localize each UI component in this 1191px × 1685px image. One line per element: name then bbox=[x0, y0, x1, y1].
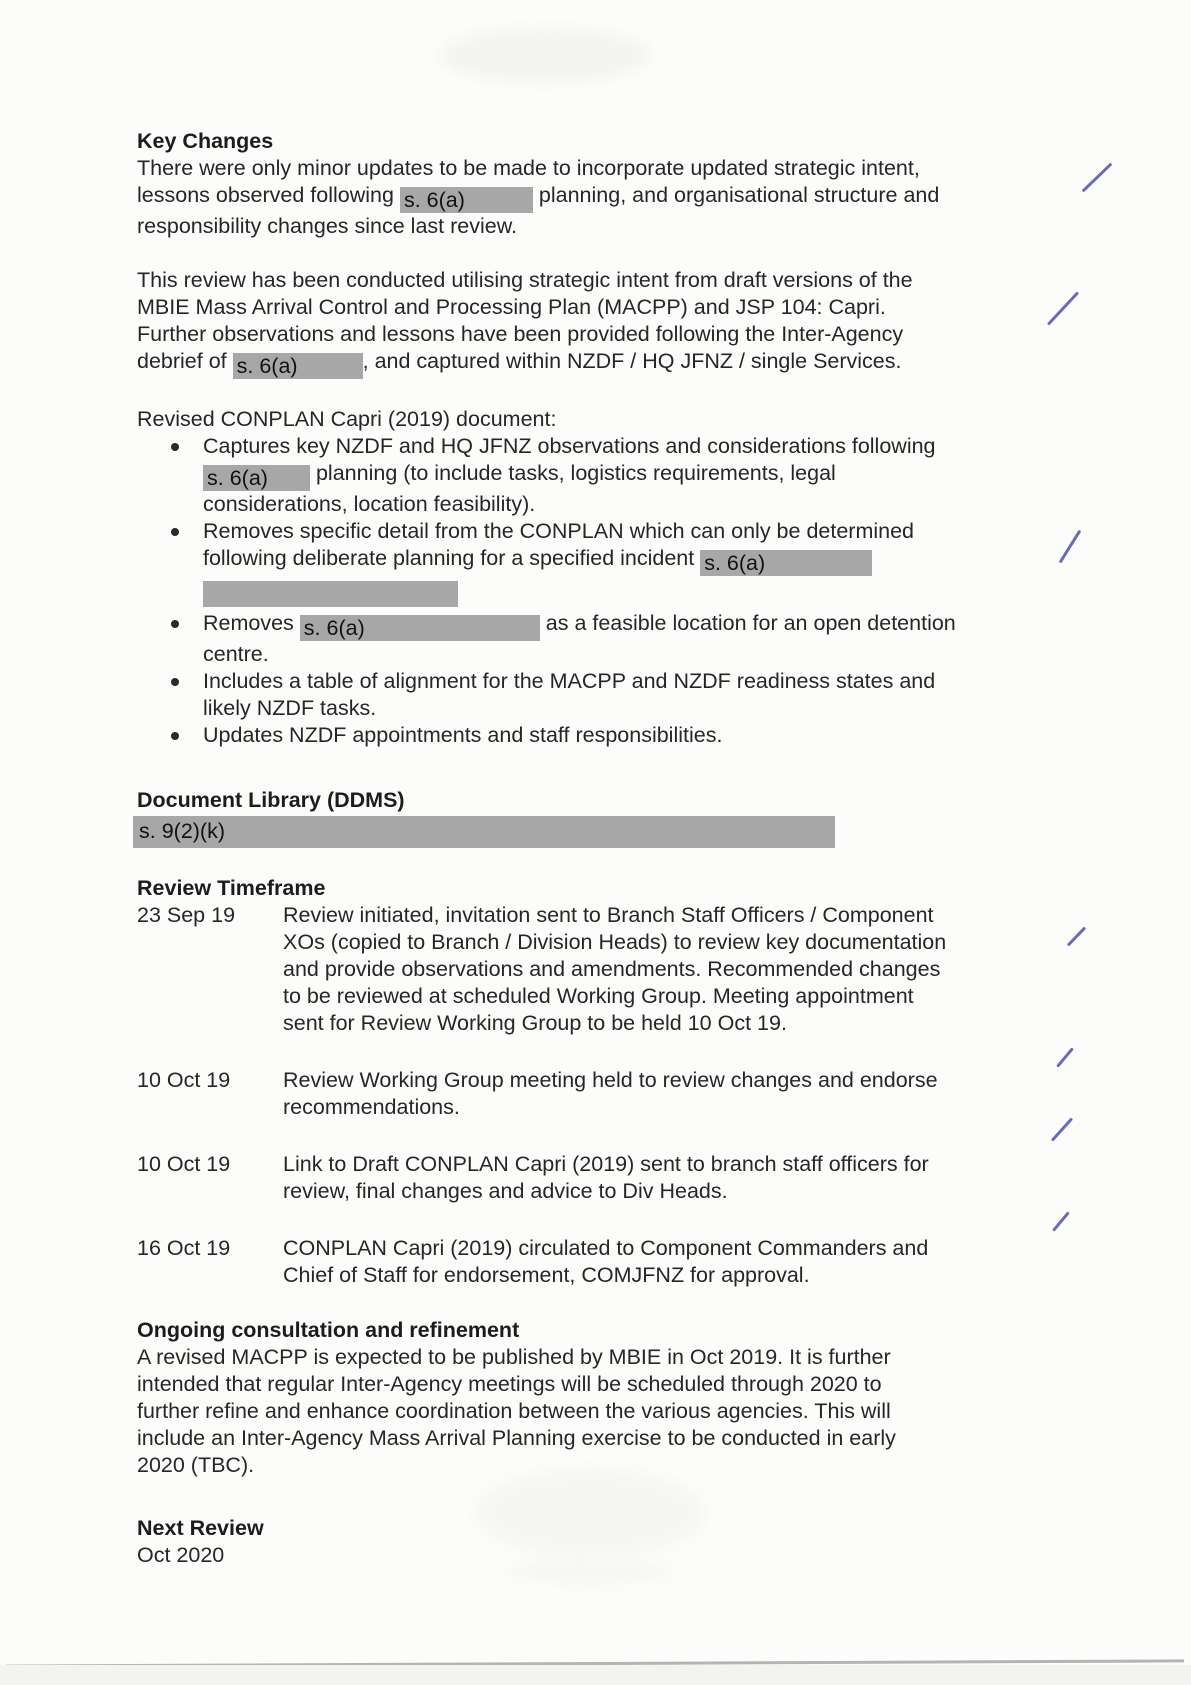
text-line: review, final changes and advice to Div Heads. bbox=[283, 1179, 728, 1203]
text-line: 2020 (TBC). bbox=[137, 1453, 255, 1477]
paragraph bbox=[137, 155, 977, 240]
list-item bbox=[137, 722, 977, 749]
spacer bbox=[137, 379, 977, 406]
text-line: There were only minor updates to be made to incorporate updated strategic intent, bbox=[137, 156, 920, 180]
redaction-label: s. 9(2)(k) bbox=[139, 819, 225, 843]
pen-tick-mark bbox=[1051, 1117, 1073, 1141]
redaction-label: s. 6(a) bbox=[236, 354, 298, 378]
key-changes-section bbox=[137, 128, 977, 379]
text-line bbox=[137, 182, 977, 213]
text-line: centre. bbox=[203, 642, 269, 666]
paragraph bbox=[137, 267, 977, 379]
timeframe-date: 10 Oct 19 bbox=[137, 1152, 231, 1176]
spacer bbox=[137, 240, 977, 267]
redaction-label: s. 6(a) bbox=[403, 188, 465, 212]
bullet-list bbox=[137, 433, 977, 749]
pen-tick-mark bbox=[1082, 163, 1113, 193]
text-line: This review has been conducted utilising strategic intent from draft versions of the bbox=[137, 268, 913, 292]
text-segment: Removes bbox=[203, 611, 300, 635]
text-line: to be reviewed at scheduled Working Group. Meeting appointment bbox=[283, 984, 914, 1008]
document-content bbox=[137, 128, 977, 1569]
list-item bbox=[137, 610, 977, 668]
revised-conplan-section bbox=[137, 406, 977, 749]
text-line: further refine and enhance coordination between the various agencies. This will bbox=[137, 1399, 891, 1423]
text-segment: debrief of bbox=[137, 349, 233, 373]
timeframe-entry bbox=[137, 1151, 977, 1205]
timeframe-entry bbox=[137, 902, 977, 1037]
redaction-bar bbox=[133, 816, 835, 848]
redaction-bar bbox=[300, 615, 540, 641]
redaction-bar bbox=[203, 465, 310, 491]
list-item bbox=[137, 518, 977, 607]
document-library-heading: Document Library (DDMS) bbox=[137, 788, 405, 812]
text-line: A revised MACPP is expected to be published by MBIE in Oct 2019. It is further bbox=[137, 1345, 891, 1369]
text-line: CONPLAN Capri (2019) circulated to Component Commanders and bbox=[283, 1236, 929, 1260]
text-line: Removes specific detail from the CONPLAN which can only be determined bbox=[203, 519, 915, 543]
scan-artifact bbox=[0, 1665, 1191, 1685]
text-line bbox=[203, 545, 977, 576]
text-line: recommendations. bbox=[283, 1095, 460, 1119]
ongoing-consultation-heading: Ongoing consultation and refinement bbox=[137, 1318, 520, 1342]
text-line: MBIE Mass Arrival Control and Processing Plan (MACPP) and JSP 104: Capri. bbox=[137, 295, 886, 319]
timeframe-text bbox=[283, 1067, 977, 1121]
text-line: Captures key NZDF and HQ JFNZ observations and considerations following bbox=[203, 434, 936, 458]
review-timeframe-heading: Review Timeframe bbox=[137, 876, 326, 900]
timeframe-text bbox=[283, 1235, 977, 1289]
next-review-heading: Next Review bbox=[137, 1516, 264, 1540]
pen-tick-mark bbox=[1056, 1047, 1074, 1067]
text-line: sent for Review Working Group to be held 10 Oct 19. bbox=[283, 1011, 787, 1035]
redaction-bar bbox=[203, 581, 458, 607]
redaction-label: s. 6(a) bbox=[303, 616, 365, 640]
timeframe-date: 16 Oct 19 bbox=[137, 1236, 231, 1260]
text-segment: planning, and organisational structure and bbox=[532, 183, 940, 207]
next-review-value: Oct 2020 bbox=[137, 1543, 225, 1567]
document-library-section bbox=[137, 787, 977, 848]
text-line bbox=[203, 610, 977, 641]
timeframe-date: 10 Oct 19 bbox=[137, 1068, 231, 1092]
redaction-label: s. 6(a) bbox=[207, 466, 268, 490]
timeframe-text bbox=[283, 1151, 977, 1205]
text-line: Further observations and lessons have been provided following the Inter-Agency bbox=[137, 322, 904, 346]
redaction-bar bbox=[700, 550, 872, 576]
text-line: and provide observations and amendments. Recommended changes bbox=[283, 957, 941, 981]
text-line: intended that regular Inter-Agency meetings will be scheduled through 2020 to bbox=[137, 1372, 882, 1396]
text-line: Includes a table of alignment for the MACPP and NZDF readiness states and bbox=[203, 669, 936, 693]
text-line: considerations, location feasibility). bbox=[203, 492, 536, 516]
text-line bbox=[203, 460, 977, 491]
pen-tick-mark bbox=[1047, 291, 1079, 325]
list-item bbox=[137, 668, 977, 722]
pen-tick-mark bbox=[1067, 926, 1087, 946]
key-changes-heading: Key Changes bbox=[137, 129, 274, 153]
text-line: XOs (copied to Branch / Division Heads) to review key documentation bbox=[283, 930, 947, 954]
scan-artifact bbox=[440, 28, 650, 83]
text-line: responsibility changes since last review. bbox=[137, 214, 518, 238]
redaction-bar bbox=[233, 353, 363, 379]
text-segment: as a feasible location for an open detention bbox=[539, 611, 956, 635]
text-line: likely NZDF tasks. bbox=[203, 696, 377, 720]
list-item bbox=[137, 433, 977, 518]
text-segment: following deliberate planning for a specified incident bbox=[203, 546, 701, 570]
text-segment: lessons observed following bbox=[137, 183, 400, 207]
text-line: Review Working Group meeting held to review changes and endorse bbox=[283, 1068, 938, 1092]
text-line: Chief of Staff for endorsement, COMJFNZ for approval. bbox=[283, 1263, 810, 1287]
redaction-bar bbox=[400, 187, 533, 213]
timeframe-date: 23 Sep 19 bbox=[137, 903, 236, 927]
next-review-section bbox=[137, 1515, 977, 1569]
text-segment: planning (to include tasks, logistics requirements, legal bbox=[310, 461, 836, 485]
text-line bbox=[137, 348, 977, 379]
pen-tick-mark bbox=[1052, 1211, 1070, 1231]
timeframe-text bbox=[283, 902, 977, 1037]
ongoing-consultation-section bbox=[137, 1317, 977, 1479]
revised-conplan-intro: Revised CONPLAN Capri (2019) document: bbox=[137, 407, 557, 431]
text-line: Updates NZDF appointments and staff responsibilities. bbox=[203, 723, 723, 747]
pen-tick-mark bbox=[1059, 530, 1082, 564]
text-line: Review initiated, invitation sent to Branch Staff Officers / Component bbox=[283, 903, 934, 927]
text-segment: , and captured within NZDF / HQ JFNZ / single Services. bbox=[362, 349, 902, 373]
timeframe-entry bbox=[137, 1235, 977, 1289]
review-timeframe-section bbox=[137, 875, 977, 1289]
text-line: include an Inter-Agency Mass Arrival Planning exercise to be conducted in early bbox=[137, 1426, 896, 1450]
timeframe-entry bbox=[137, 1067, 977, 1121]
redaction-label: s. 6(a) bbox=[704, 551, 766, 575]
text-line: Link to Draft CONPLAN Capri (2019) sent to branch staff officers for bbox=[283, 1152, 929, 1176]
